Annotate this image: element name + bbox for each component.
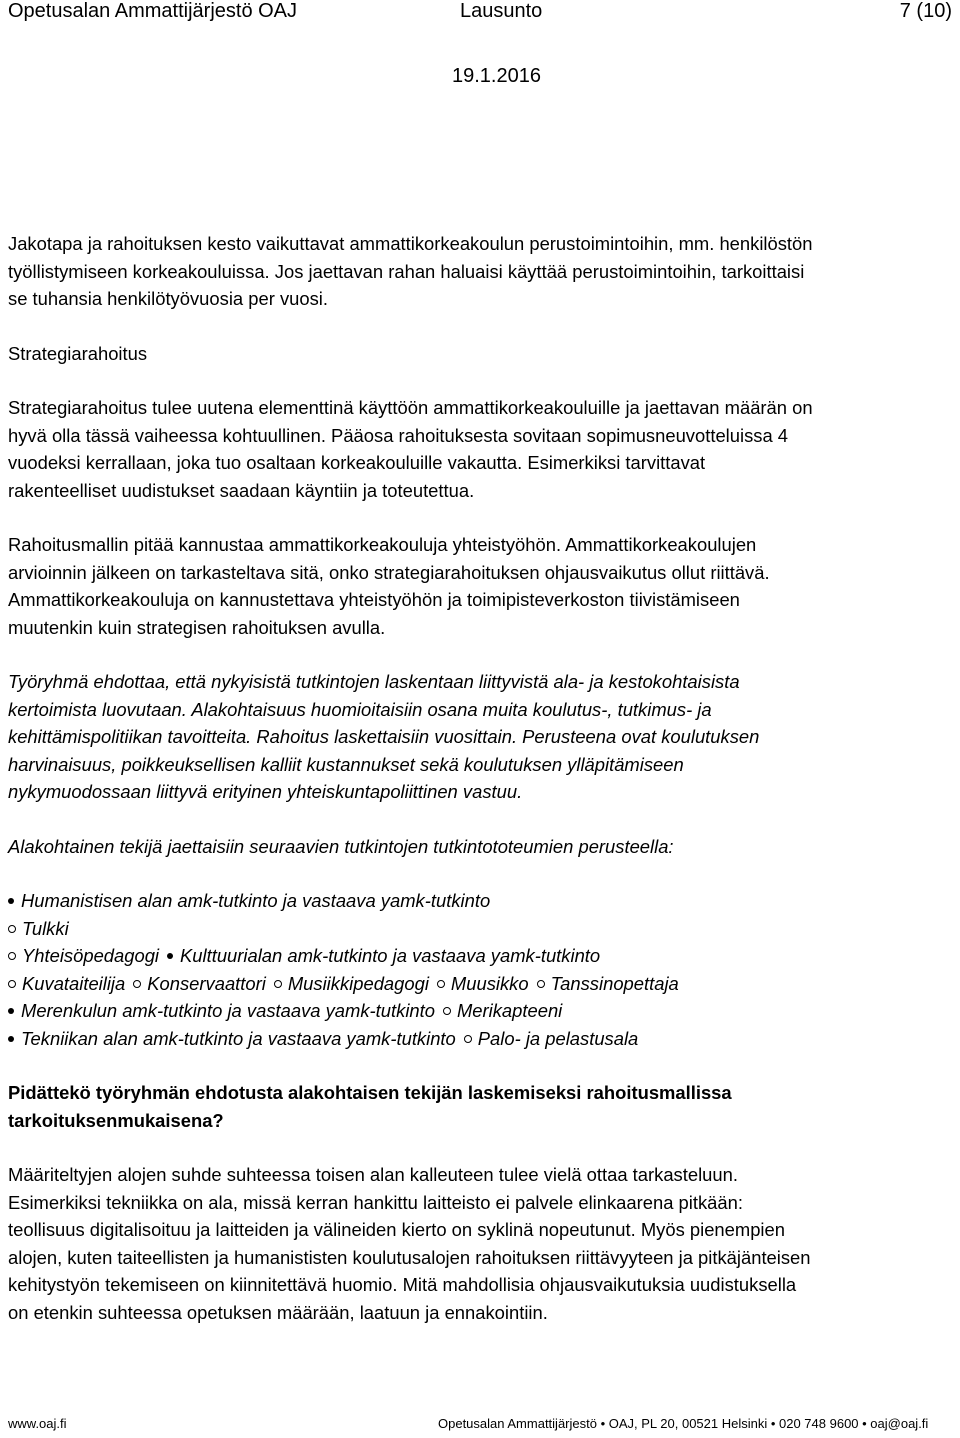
text-line: Rahoitusmallin pitää kannustaa ammattikorkeakouluja yhteistyöhön. Ammattikorkeakoulujen: [8, 534, 757, 555]
text-line: Työryhmä ehdottaa, että nykyisistä tutkintojen laskentaan liittyvistä ala- ja kestokohtaisista: [8, 671, 740, 692]
text-line: Määriteltyjen alojen suhde suhteessa toisen alan kalleuteen tulee vielä ottaa tarkasteluun.: [8, 1164, 738, 1185]
text-line: kehitystyön tekemiseen on kiinnitettävä huomio. Mitä mahdollisia ohjausvaikutuksia uudistuksella: [8, 1274, 797, 1295]
text-line: vuodeksi kerrallaan, joka tuo osaltaan korkeakouluille vakautta. Esimerkiksi tarvittavat: [8, 452, 706, 473]
footer-website-link[interactable]: www.oaj.fi: [8, 1416, 67, 1431]
degree-list: [8, 887, 954, 1052]
section-heading-strategy: Strategiarahoitus: [8, 342, 148, 364]
text-line: Ammattikorkeakouluja on kannustettava yhteistyöhön ja toimipisteverkoston tiivistämiseen: [8, 589, 740, 610]
text-line: muutenkin kuin strategisen rahoituksen avulla.: [8, 616, 386, 638]
sub-bullet-icon: [8, 980, 16, 988]
sub-bullet-icon: [133, 980, 141, 988]
consultation-answer: [8, 1161, 954, 1326]
text-line: kertoimista luovutaan. Alakohtaisuus huomioitaisiin osana muita koulutus-, tutkimus- ja: [8, 698, 712, 720]
text-line: teollisuus digitalisoituu ja laitteiden ja välineiden kierto on syklinä nopeutunut. Myös pienempien: [8, 1219, 785, 1240]
bullet-icon: [8, 1036, 14, 1042]
header-date: 19.1.2016: [452, 65, 541, 87]
paragraph-distribution: [8, 230, 954, 313]
sub-bullet-icon: [464, 1035, 472, 1043]
bullet-icon: [8, 1008, 14, 1014]
sub-bullet-icon: [274, 980, 282, 988]
header-document-type: Lausunto: [460, 0, 543, 22]
paragraph-strategy: [8, 394, 954, 504]
paragraph-cooperation: [8, 531, 954, 641]
footer-address: Opetusalan Ammattijärjestö • OAJ, PL 20, 00521 Helsinki • 020 748 9600 • oaj@oaj.fi: [438, 1416, 929, 1431]
header-page-number: 7 (10): [899, 0, 952, 22]
bullet-icon: [167, 953, 173, 959]
sub-bullet-icon: [437, 980, 445, 988]
text-line: Strategiarahoitus tulee uutena elementtinä käyttöön ammattikorkeakouluille ja jaettavan määrän on: [8, 397, 813, 418]
text-line: harvinaisuus, poikkeuksellisen kalliit kustannukset sekä koulutuksen ylläpitämiseen: [8, 753, 684, 775]
list-item: Tekniikan alan amk-tutkinto ja vastaava yamk-tutkinto Palo- ja pelastusala: [8, 1025, 954, 1053]
consultation-question: [8, 1079, 954, 1134]
list-item: Merenkulun amk-tutkinto ja vastaava yamk-tutkinto Merikapteeni: [8, 997, 954, 1025]
text-line: tarkoituksenmukaisena?: [8, 1109, 224, 1131]
bullet-icon: [8, 898, 14, 904]
list-item: Humanistisen alan amk-tutkinto ja vastaava yamk-tutkinto: [8, 887, 954, 915]
text-line: työllistymiseen korkeakouluissa. Jos jaettavan rahan haluaisi käyttää perustoimintoihin, tarkoittaisi: [8, 260, 805, 282]
text-line: alojen, kuten taiteellisten ja humanististen koulutusalojen rahoituksen riittävyyteen ja pitkäjänteisen: [8, 1246, 811, 1268]
sub-bullet-icon: [537, 980, 545, 988]
document-body: [8, 230, 954, 1326]
paragraph-field-factor-intro: Alakohtainen tekijä jaettaisiin seuraavien tutkintojen tutkintototeumien perusteella:: [8, 835, 674, 857]
text-line: nykymuodossaan liittyvä erityinen yhteiskuntapoliittinen vastuu.: [8, 781, 523, 802]
text-line: Pidättekö työryhmän ehdotusta alakohtaisen tekijän laskemiseksi rahoitusmallissa: [8, 1082, 732, 1103]
text-line: arvioinnin jälkeen on tarkasteltava sitä, onko strategiarahoituksen ohjausvaikutus ollut riittävä.: [8, 561, 770, 583]
text-line: hyvä olla tässä vaiheessa kohtuullinen. Pääosa rahoituksesta sovitaan sopimusneuvotteluissa 4: [8, 424, 789, 446]
sub-bullet-icon: [443, 1007, 451, 1015]
text-line: Esimerkiksi tekniikka on ala, missä kerran hankittu laitteisto ei palvele elinkaarena pitkään:: [8, 1191, 743, 1213]
text-line: Jakotapa ja rahoituksen kesto vaikuttavat ammattikorkeakoulun perustoimintoihin, mm. henkilöstön: [8, 233, 813, 254]
text-line: rakenteelliset uudistukset saadaan käyntiin ja toteutettua.: [8, 479, 475, 501]
paragraph-working-group-proposal: [8, 668, 954, 806]
page-header: [8, 0, 952, 26]
sub-bullet-icon: [8, 925, 16, 933]
list-item: Yhteisöpedagogi Kulttuurialan amk-tutkinto ja vastaava yamk-tutkinto: [8, 942, 954, 970]
sub-bullet-icon: [8, 952, 16, 960]
text-line: on etenkin suhteessa opetuksen määrään, laatuun ja ennakointiin.: [8, 1301, 548, 1323]
list-item: Kuvataiteilija Konservaattori Musiikkipedagogi Muusikko Tanssinopettaja: [8, 970, 954, 998]
list-item: Tulkki: [8, 915, 954, 943]
header-organization: Opetusalan Ammattijärjestö OAJ: [8, 0, 298, 22]
text-line: kehittämispolitiikan tavoitteita. Rahoitus laskettaisiin vuosittain. Perusteena ovat koulutuksen: [8, 726, 760, 747]
text-line: se tuhansia henkilötyövuosia per vuosi.: [8, 288, 328, 309]
